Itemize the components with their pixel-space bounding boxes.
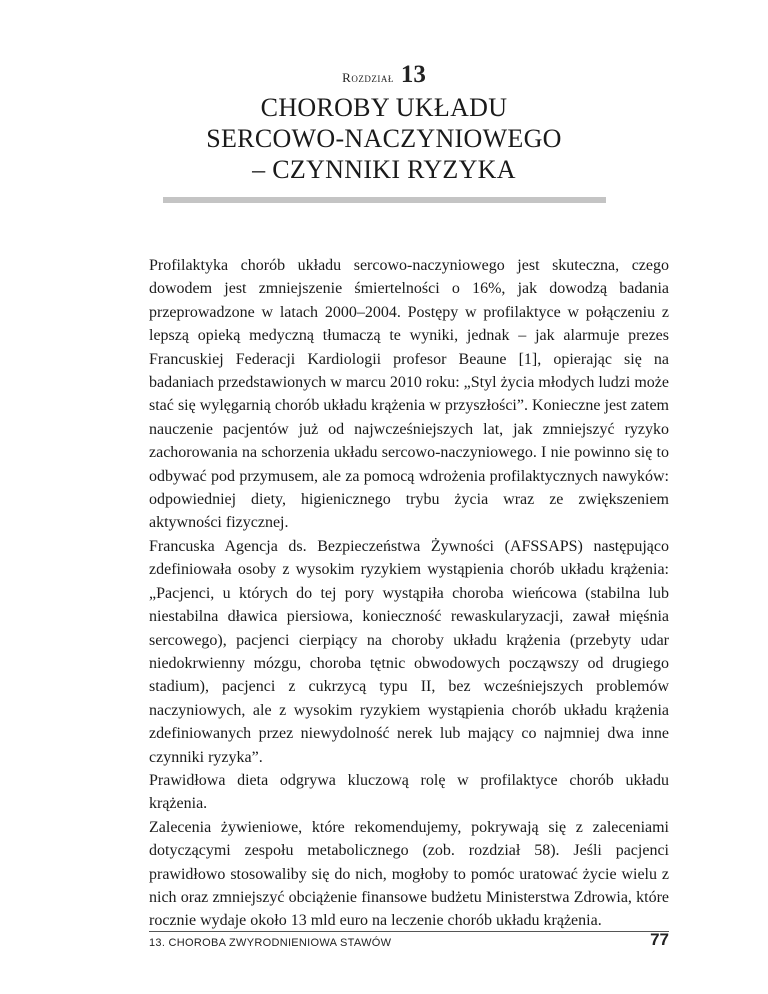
body-paragraph-1: Profilaktyka chorób układu sercowo-naczyniowego jest skuteczna, czego dowodem jest zmniejszenie śmiertelności o 16%, jak dowodzą badania przeprowadzone w latach 2000–2004. Postępy w profilaktyce w połączeniu z lepszą opieką medyczną tłumaczą te wyniki, jednak – jak alarmuje prezes Francuskiej Federacji Kardiologii profesor Beaune [1], opierając się na badaniach przedstawionych w marcu 2010 roku: „Styl życia młodych ludzi może stać się wylęgarnią chorób układu krążenia w przyszłości”. Konieczne jest zatem nauczenie pacjentów już od najwcześniejszych lat, jak zmniejszyć ryzyko zachorowania na schorzenia układu sercowo-naczyniowego. I nie powinno się to odbywać pod przymusem, ale za pomocą wdrożenia profilaktycznych nawyków: odpowiedniej diety, higienicznego trybu życia wraz ze zwiększeniem aktywności fizycznej. [149,257,669,532]
body-paragraph-3: Prawidłowa dieta odgrywa kluczową rolę w profilaktyce chorób układu krążenia. [149,771,669,813]
chapter-title-line-1: CHOROBY UKŁADU [260,93,508,122]
body-paragraph-2: Francuska Agencja ds. Bezpieczeństwa Żywności (AFSSAPS) następująco zdefiniowała osoby z wysokim ryzykiem wystąpienia chorób układu krążenia: „Pacjenci, u których do tej pory wystąpiła choroba wieńcowa (stabilna lub niestabilna dławica piersiowa, konieczność rewaskularyzacji, zawał mięśnia sercowego), pacjenci cierpiący na choroby układu krążenia (przebyty udar niedokrwienny mózgu, choroba tętnic obwodowych począwszy od drugiego stadium), pacjenci z cukrzycą typu II, bez wcześniejszych problemów naczyniowych, ale z wysokim ryzykiem wystąpienia chorób układu krążenia zdefiniowanych przez niewydolność nerek lub mający co najmniej dwa inne czynniki ryzyka”. [149,537,669,766]
chapter-word: Rozdział [342,70,394,85]
page-number: 77 [650,930,669,949]
chapter-label [0,58,768,95]
chapter-title-line-3: – CZYNNIKI RYZYKA [252,155,516,184]
body-paragraph-4: Zalecenia żywieniowe, które rekomendujemy, pokrywają się z zaleceniami dotyczącymi zespołu metabolicznego (zob. rozdział 58). Jeśli pacjenci prawidłowo stosowaliby się do nich, mogłoby to pomóc uratować życie wielu z nich oraz zmniejszyć obciążenie finansowe budżetu Ministerstwa Zdrowia, które rocznie wydaje około 13 mld euro na leczenie chorób układu krążenia. [149,818,669,930]
chapter-number: 13 [400,61,426,88]
footer-divider [149,931,669,932]
chapter-body [149,254,669,933]
chapter-title-line-2: SERCOWO-NACZYNIOWEGO [206,124,562,153]
chapter-title [0,92,768,185]
running-footer-title: 13. CHOROBA ZWYRODNIENIOWA STAWÓW [149,937,392,949]
title-underline-bar [163,197,606,203]
